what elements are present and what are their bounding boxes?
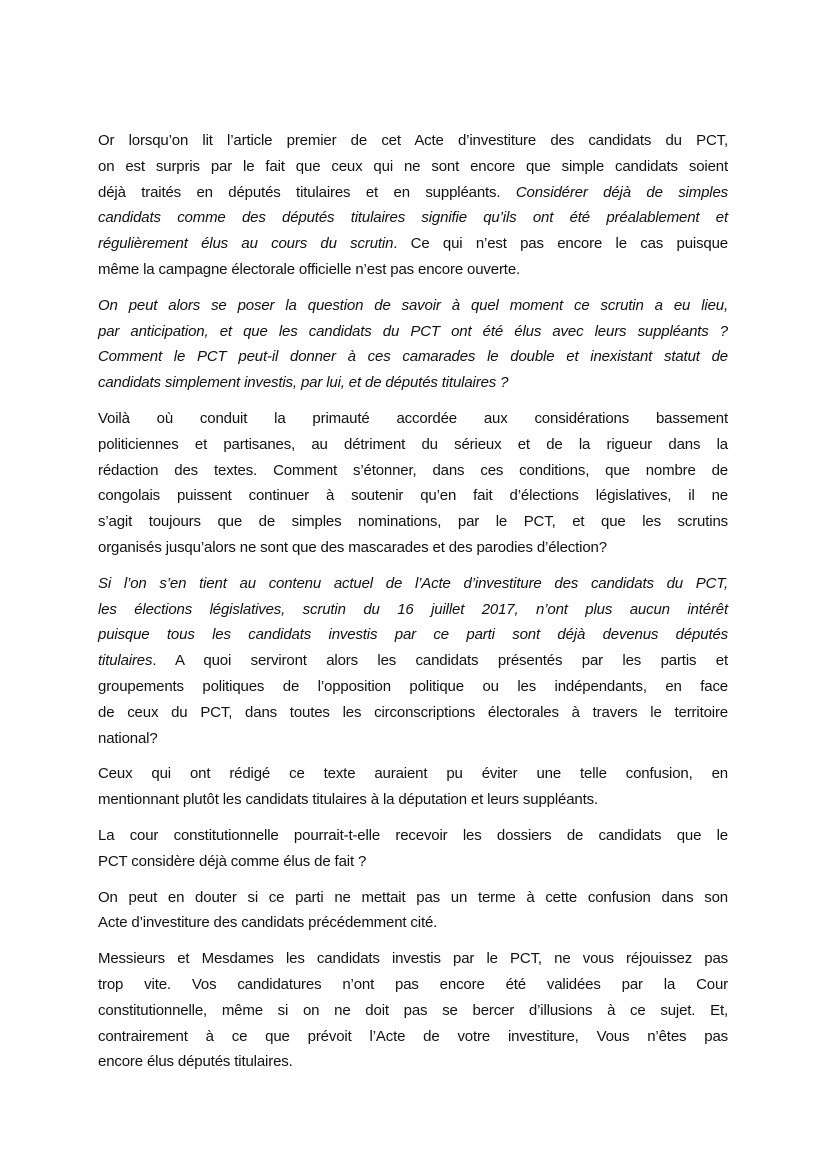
paragraph xyxy=(98,571,728,752)
paragraph xyxy=(98,946,728,1075)
text-line xyxy=(98,406,728,432)
italic-text: puisque tous les candidats investis par ce parti sont déjà devenus députés xyxy=(98,626,728,644)
body-text: . A quoi serviront alors les candidats présentés par les partis et xyxy=(152,652,728,670)
text-line xyxy=(98,910,728,936)
text-line xyxy=(98,648,728,674)
body-text: mentionnant plutôt les candidats titulaires à la députation et leurs suppléants. xyxy=(98,791,598,809)
body-text: organisés jusqu’alors ne sont que des mascarades et des parodies d’élection? xyxy=(98,538,607,556)
paragraph xyxy=(98,406,728,561)
document-page xyxy=(98,128,728,1085)
text-line xyxy=(98,849,728,875)
body-text: déjà traités en députés titulaires et en suppléants. xyxy=(98,183,516,201)
text-line xyxy=(98,509,728,535)
text-line xyxy=(98,761,728,787)
text-line xyxy=(98,319,728,345)
text-line xyxy=(98,483,728,509)
body-text: politiciennes et partisanes, au détriment du sérieux et de la rigueur dans la xyxy=(98,435,728,453)
text-line xyxy=(98,257,728,283)
text-line xyxy=(98,998,728,1024)
text-line xyxy=(98,622,728,648)
body-text: Or lorsqu’on lit l’article premier de cet Acte d’investiture des candidats du PCT, xyxy=(98,132,728,149)
paragraph xyxy=(98,761,728,813)
paragraph xyxy=(98,293,728,396)
text-line xyxy=(98,700,728,726)
body-text: encore élus députés titulaires. xyxy=(98,1053,293,1071)
body-text: La cour constitutionnelle pourrait-t-elle recevoir les dossiers de candidats que le xyxy=(98,826,728,844)
paragraph xyxy=(98,823,728,875)
text-line xyxy=(98,205,728,231)
body-text: national? xyxy=(98,729,158,747)
body-text: constitutionnelle, même si on ne doit pas se bercer d’illusions à ce sujet. Et, xyxy=(98,1001,728,1019)
body-text: contrairement à ce que prévoit l’Acte de votre investiture, Vous n’êtes pas xyxy=(98,1027,728,1045)
text-line xyxy=(98,458,728,484)
text-line xyxy=(98,787,728,813)
text-line xyxy=(98,1049,728,1075)
body-text: on est surpris par le fait que ceux qui ne sont encore que simple candidats soient xyxy=(98,157,728,175)
body-text: PCT considère déjà comme élus de fait ? xyxy=(98,852,367,870)
text-line xyxy=(98,674,728,700)
body-text: groupements politiques de l’opposition politique ou les indépendants, en face xyxy=(98,677,728,695)
text-line xyxy=(98,823,728,849)
text-line xyxy=(98,571,728,597)
italic-text: Comment le PCT peut-il donner à ces camarades le double et inexistant statut de xyxy=(98,348,728,366)
text-line xyxy=(98,370,728,396)
paragraph xyxy=(98,885,728,937)
text-line xyxy=(98,1024,728,1050)
italic-text: On peut alors se poser la question de savoir à quel moment ce scrutin a eu lieu, xyxy=(98,296,728,314)
text-line xyxy=(98,180,728,206)
text-line xyxy=(98,946,728,972)
text-line xyxy=(98,231,728,257)
body-text: congolais puissent continuer à soutenir qu’en fait d’élections législatives, il ne xyxy=(98,487,728,505)
text-line xyxy=(98,726,728,752)
text-line xyxy=(98,597,728,623)
text-line xyxy=(98,885,728,911)
italic-text: candidats simplement investis, par lui, et de députés titulaires ? xyxy=(98,374,509,392)
body-text: Voilà où conduit la primauté accordée aux considérations bassement xyxy=(98,409,728,427)
body-text: Messieurs et Mesdames les candidats investis par le PCT, ne vous réjouissez pas xyxy=(98,950,728,968)
text-line xyxy=(98,154,728,180)
text-line xyxy=(98,535,728,561)
body-text: On peut en douter si ce parti ne mettait pas un terme à cette confusion dans son xyxy=(98,888,728,906)
paragraph xyxy=(98,128,728,283)
body-text: trop vite. Vos candidatures n’ont pas encore été validées par la Cour xyxy=(98,975,728,993)
text-line xyxy=(98,128,728,154)
body-text: s’agit toujours que de simples nominations, par le PCT, et que les scrutins xyxy=(98,513,728,531)
body-text: rédaction des textes. Comment s’étonner, dans ces conditions, que nombre de xyxy=(98,461,728,479)
body-text: Acte d’investiture des candidats précédemment cité. xyxy=(98,914,438,932)
text-line xyxy=(98,293,728,319)
italic-text: Si l’on s’en tient au contenu actuel de l’Acte d’investiture des candidats du PCT, xyxy=(98,574,728,592)
body-text: Ceux qui ont rédigé ce texte auraient pu éviter une telle confusion, en xyxy=(98,765,728,783)
body-text: de ceux du PCT, dans toutes les circonscriptions électorales à travers le territoire xyxy=(98,703,728,721)
body-text: . Ce qui n’est pas encore le cas puisque xyxy=(393,235,728,253)
text-line xyxy=(98,972,728,998)
italic-text: par anticipation, et que les candidats du PCT ont été élus avec leurs suppléants ? xyxy=(98,322,728,340)
text-line xyxy=(98,344,728,370)
body-text: même la campagne électorale officielle n’est pas encore ouverte. xyxy=(98,260,521,278)
italic-text: régulièrement élus au cours du scrutin xyxy=(98,235,394,253)
italic-text: les élections législatives, scrutin du 16 juillet 2017, n’ont plus aucun intérêt xyxy=(98,600,728,618)
italic-text: candidats comme des députés titulaires signifie qu’ils ont été préalablement et xyxy=(98,209,728,227)
text-line xyxy=(98,432,728,458)
italic-text: Considérer déjà de simples xyxy=(515,183,729,201)
italic-text: titulaires xyxy=(98,652,153,670)
